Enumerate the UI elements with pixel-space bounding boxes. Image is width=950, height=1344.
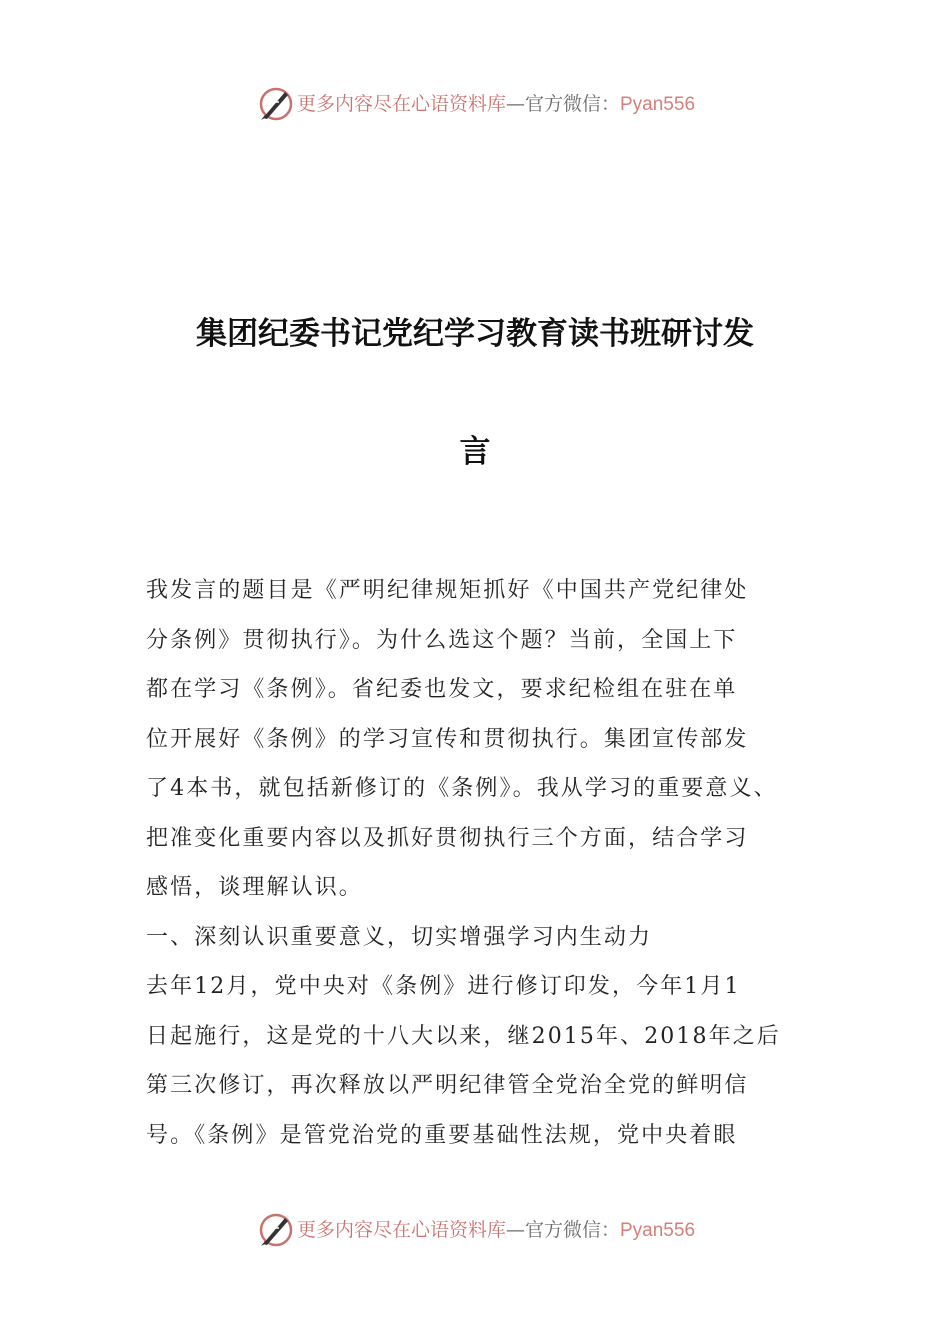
document-body xyxy=(146,566,816,1160)
document-title-line-1: 集团纪委书记党纪学习教育读书班研讨发 xyxy=(196,316,754,352)
body-line: 第三次修订，再次释放以严明纪律管全党治全党的鲜明信 xyxy=(146,1073,749,1098)
quill-logo-icon xyxy=(255,1210,295,1250)
quill-logo-icon xyxy=(255,84,295,124)
footer-watermark xyxy=(0,1210,950,1250)
body-line: 我发言的题目是《严明纪律规矩抓好《中国共产党纪律处 xyxy=(146,578,749,603)
body-line: 分条例》贯彻执行》。为什么选这个题？当前，全国上下 xyxy=(146,627,738,653)
body-line: 都在学习《条例》。省纪委也发文，要求纪检组在驻在单 xyxy=(146,677,738,702)
watermark-text: 更多内容尽在心语资料库—官方微信：Pyan556 xyxy=(296,92,696,115)
document-title-line-2: 言 xyxy=(459,434,491,470)
watermark-text: 更多内容尽在心语资料库—官方微信：Pyan556 xyxy=(296,1218,696,1241)
body-line: 把准变化重要内容以及抓好贯彻执行三个方面，结合学习 xyxy=(146,825,749,851)
body-line: 了4本书，就包括新修订的《条例》。我从学习的重要意义、 xyxy=(146,776,778,801)
header-watermark xyxy=(0,84,950,124)
section-heading: 一、深刻认识重要意义，切实增强学习内生动力 xyxy=(146,924,653,950)
body-line: 感悟，谈理解认识。 xyxy=(146,875,363,900)
body-line: 号。《条例》是管党治党的重要基础性法规，党中央着眼 xyxy=(146,1122,738,1148)
body-line: 去年12月，党中央对《条例》进行修订印发，今年1月1 xyxy=(146,974,741,999)
body-line: 日起施行，这是党的十八大以来，继2015年、2018年之后 xyxy=(146,1023,781,1049)
body-line: 位开展好《条例》的学习宣传和贯彻执行。集团宣传部发 xyxy=(146,726,749,752)
